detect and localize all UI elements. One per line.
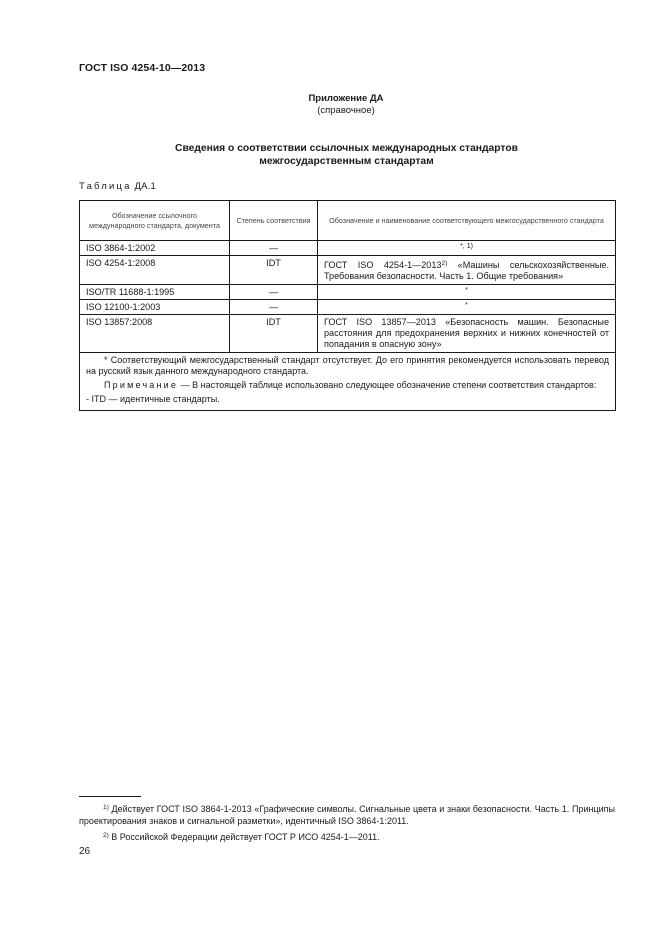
annex-type: (справочное) xyxy=(317,105,375,116)
asterisk-note: * Соответствующий межгосударственный стандарт отсутствует. До его принятия рекомендуется использовать перевод на русский язык данного международного стандарта. xyxy=(86,355,609,376)
cell-national-mark: * xyxy=(318,285,616,300)
footnote-mark: 1) xyxy=(103,804,109,811)
cell-degree: IDT xyxy=(230,315,318,353)
header-degree: Степень соответствия xyxy=(230,201,318,241)
footnote-2 xyxy=(79,830,615,843)
page-number: 26 xyxy=(79,846,91,857)
cell-national: ГОСТ ISO 13857—2013 «Безопасность машин. Безопасные расстояния для предохранения верхних и нижних конечностей от попадания в опасную зону» xyxy=(318,315,616,353)
table-caption-prefix: Таблица xyxy=(79,181,132,192)
table-caption xyxy=(79,181,156,192)
table-row xyxy=(80,256,616,285)
header-ref-standard: Обозначение ссылочного международного стандарта, документа xyxy=(80,201,230,241)
table-header-row xyxy=(80,201,616,241)
section-title-line1: Сведения о соответствии ссылочных международных стандартов xyxy=(175,143,518,154)
table-row xyxy=(80,241,616,256)
table-row xyxy=(80,285,616,300)
table-notes-row xyxy=(80,353,616,411)
document-code: ГОСТ ISO 4254-10—2013 xyxy=(79,62,206,74)
section-title xyxy=(79,142,614,168)
cell-ref: ISO 4254-1:2008 xyxy=(80,256,230,285)
cell-ref: ISO 13857:2008 xyxy=(80,315,230,353)
cell-national-mark: *, 1) xyxy=(318,241,616,256)
cell-national-code: ГОСТ ISO 4254-1—2013 xyxy=(324,260,442,270)
header-national-standard: Обозначение и наименование соответствующего межгосударственного стандарта xyxy=(318,201,616,241)
footnote-ref-2: 2) xyxy=(441,260,448,267)
standards-correspondence-table xyxy=(79,200,616,411)
section-title-line2: межгосударственным стандартам xyxy=(259,156,434,167)
cell-national xyxy=(318,256,616,285)
annex-title: Приложение ДА xyxy=(308,93,384,104)
note-text: — В настоящей таблице использовано следующее обозначение степени соответствия стандартов: xyxy=(178,380,597,390)
cell-degree: — xyxy=(230,285,318,300)
table-note xyxy=(86,380,609,391)
cell-degree: IDT xyxy=(230,256,318,285)
cell-degree: — xyxy=(230,241,318,256)
footnote-text: Действует ГОСТ ISO 3864-1-2013 «Графические символы. Сигнальные цвета и знаки безопасности. Часть 1. Принципы проектирования знаков и сигнальной разметки», идентичный ISO 3864-1:2011. xyxy=(79,804,615,826)
footnotes xyxy=(79,802,615,846)
cell-ref: ISO/TR 11688-1:1995 xyxy=(80,285,230,300)
table-row xyxy=(80,300,616,315)
cell-national-title: «Машины сельскохозяйственные. Требования безопасности. Часть 1. Общие требования» xyxy=(324,260,609,281)
table-caption-number: ДА.1 xyxy=(134,181,156,192)
cell-ref: ISO 12100-1:2003 xyxy=(80,300,230,315)
cell-degree: — xyxy=(230,300,318,315)
footnote-text: В Российской Федерации действует ГОСТ Р ИСО 4254-1—2011. xyxy=(108,832,380,842)
footnote-mark: 2) xyxy=(103,832,109,839)
note-dash-item: - ITD — идентичные стандарты. xyxy=(86,394,220,404)
cell-ref: ISO 3864-1:2002 xyxy=(80,241,230,256)
table-notes xyxy=(80,353,616,411)
footnote-divider xyxy=(79,796,141,797)
cell-national-mark: * xyxy=(318,300,616,315)
table-row xyxy=(80,315,616,353)
footnote-1 xyxy=(79,802,615,827)
note-label: Примечание xyxy=(104,380,179,390)
